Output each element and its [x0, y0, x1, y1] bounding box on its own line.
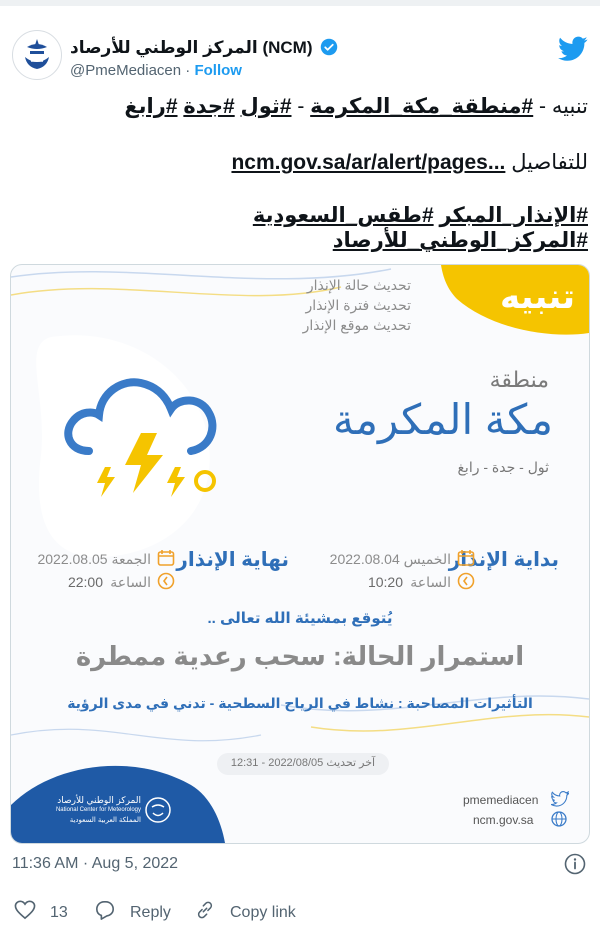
tweet-text-line-2 [12, 150, 588, 175]
start-day: الخميس 2022.08.04 [329, 551, 451, 567]
info-icon[interactable] [564, 853, 586, 880]
condition-text: استمرار الحالة: سحب رعدية ممطرة [75, 641, 525, 671]
alert-link[interactable]: ncm.gov.sa/ar/alert/pages... [231, 151, 506, 174]
account-handle[interactable]: @PmeMediacen [70, 62, 182, 79]
end-calendar-icon [157, 549, 175, 572]
hashtag-makkah-region[interactable]: #منطقة_مكة_المكرمة [310, 95, 534, 118]
details-prefix: للتفاصيل [505, 151, 588, 174]
alert-badge: تنبيه [499, 278, 575, 316]
tweet-timestamp[interactable]: 11:36 AM · Aug 5, 2022 [12, 855, 179, 872]
tweet-header [0, 12, 600, 82]
heart-icon[interactable] [14, 900, 36, 925]
expectation-text: يُتوقع بمشيئة الله تعالى .. [207, 610, 393, 627]
logo-arabic: المركز الوطني للأرصاد [57, 795, 141, 805]
top-divider [0, 0, 600, 6]
end-day: الجمعة 2022.08.05 [37, 551, 151, 567]
end-label: نهاية الإنذار [176, 549, 289, 571]
end-clock-icon [157, 572, 175, 595]
copy-link-button[interactable] [194, 900, 296, 925]
end-time: 22:00 [67, 574, 103, 590]
start-clock-icon [457, 572, 475, 595]
region-label: منطقة [489, 367, 549, 392]
start-label: بداية الإنذار [448, 549, 559, 571]
logo-subtitle: المملكة العربية السعودية [69, 817, 141, 824]
update-period-text: تحديث فترة الإنذار [305, 297, 411, 313]
like-count[interactable]: 13 [50, 903, 68, 921]
cities-text: ثول - جدة - رابغ [457, 459, 549, 475]
update-status-text: تحديث حالة الإنذار [306, 277, 411, 293]
end-time-label: الساعة [110, 574, 151, 590]
verified-badge-icon [320, 38, 338, 61]
like-button[interactable] [14, 900, 68, 925]
hashtag-ncm[interactable]: #المركز_الوطني_للأرصاد [332, 229, 588, 252]
logo-english: National Center for Meteorology [55, 807, 141, 813]
card-twitter-icon [551, 791, 569, 812]
last-update-text: آخر تحديث 2022/08/05 - 12:31 [230, 757, 376, 769]
globe-icon [551, 811, 567, 832]
reply-button[interactable] [94, 900, 171, 925]
hashtag-rabigh[interactable]: #رابغ [124, 95, 178, 118]
update-location-text: تحديث موقع الإنذار [302, 317, 411, 333]
alert-image-card[interactable] [10, 264, 590, 844]
follow-button[interactable]: Follow [194, 62, 242, 79]
reply-label[interactable]: Reply [130, 903, 171, 921]
ncm-logo [31, 793, 171, 833]
tweet-text-line-1 [12, 94, 588, 119]
account-name-row[interactable] [70, 38, 338, 61]
tweet-actions [12, 900, 592, 926]
start-calendar-icon [457, 549, 475, 572]
hashtag-jeddah[interactable]: #جدة [183, 95, 235, 118]
website-text: ncm.gov.sa [473, 813, 534, 827]
link-icon[interactable] [194, 900, 216, 925]
region-name: مكة المكرمة [332, 396, 553, 443]
tweet-separator: - [291, 95, 311, 118]
separator-dot: · [185, 62, 191, 79]
hashtag-thuwal[interactable]: #ثول [240, 95, 292, 118]
hashtag-saudi-weather[interactable]: #طقس_السعودية [252, 204, 434, 227]
hashtag-early-warning[interactable]: #الإنذار_المبكر [439, 204, 588, 227]
copy-link-label[interactable]: Copy link [230, 903, 296, 921]
effects-text: التأثيرات المصاحبة : نشاط في الرياح السطحية - تدني في مدى الرؤية [67, 695, 533, 711]
social-handle: pmemediacen [463, 793, 539, 807]
reply-icon[interactable] [94, 900, 116, 925]
storm-cloud-icon [55, 371, 235, 511]
avatar[interactable] [12, 30, 62, 80]
tweet-text-line-3 [12, 203, 588, 253]
tweet-prefix: تنبيه - [533, 95, 588, 118]
start-time: 10:20 [367, 574, 403, 590]
twitter-bird-icon[interactable] [558, 36, 588, 67]
handle-row [70, 62, 242, 79]
start-time-label: الساعة [410, 574, 451, 590]
account-name[interactable]: المركز الوطني للأرصاد (NCM) [70, 38, 313, 57]
